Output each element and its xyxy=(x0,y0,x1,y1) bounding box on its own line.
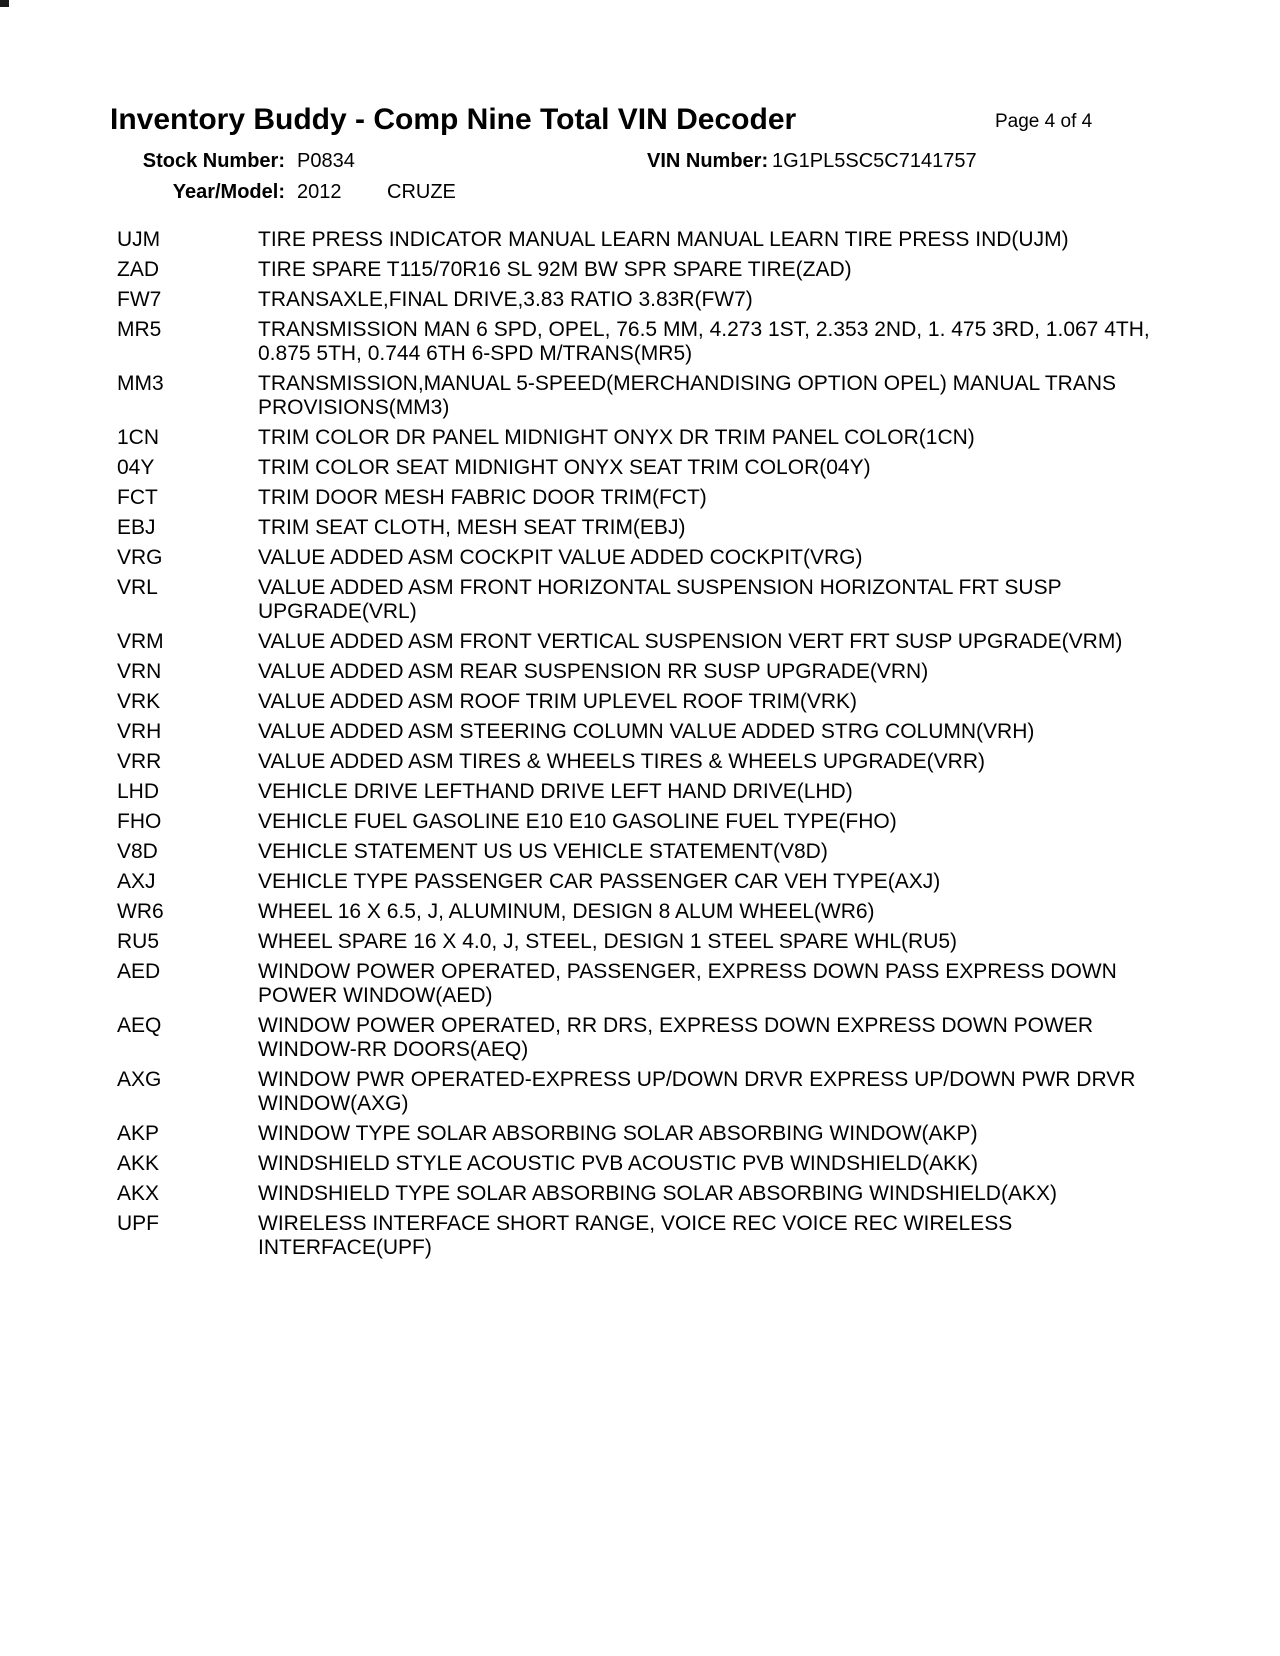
option-code: AEQ xyxy=(117,1014,162,1037)
option-description: WINDOW PWR OPERATED-EXPRESS UP/DOWN DRVR EXPRESS UP/DOWN PWR DRVR WINDOW(AXG) xyxy=(258,1068,1136,1115)
option-code: RU5 xyxy=(117,930,160,953)
model-value: CRUZE xyxy=(387,181,456,203)
option-row xyxy=(117,750,1163,774)
option-description: TRIM COLOR SEAT MIDNIGHT ONYX SEAT TRIM COLOR(04Y) xyxy=(258,456,871,479)
option-row xyxy=(117,870,1163,894)
option-code: VRN xyxy=(117,660,162,683)
vin-number-value: 1G1PL5SC5C7141757 xyxy=(772,150,977,172)
option-row xyxy=(117,720,1163,744)
option-row xyxy=(117,1068,1163,1116)
option-code: 04Y xyxy=(117,456,155,479)
option-row xyxy=(117,228,1163,252)
option-code: VRG xyxy=(117,546,163,569)
option-row xyxy=(117,690,1163,714)
option-code: VRH xyxy=(117,720,162,743)
option-row xyxy=(117,576,1163,624)
option-code: AKX xyxy=(117,1182,160,1205)
option-description: TRANSAXLE,FINAL DRIVE,3.83 RATIO 3.83R(FW7) xyxy=(258,288,753,311)
option-code: VRK xyxy=(117,690,161,713)
option-description: WINDOW POWER OPERATED, RR DRS, EXPRESS DOWN EXPRESS DOWN POWER WINDOW-RR DOORS(AEQ) xyxy=(258,1014,1094,1061)
year-model-label: Year/Model: xyxy=(172,181,285,203)
option-row xyxy=(117,516,1163,540)
option-row xyxy=(117,372,1163,420)
option-description: TIRE PRESS INDICATOR MANUAL LEARN MANUAL LEARN TIRE PRESS IND(UJM) xyxy=(258,228,1069,251)
option-description: VALUE ADDED ASM REAR SUSPENSION RR SUSP UPGRADE(VRN) xyxy=(258,660,929,683)
option-description: TRANSMISSION MAN 6 SPD, OPEL, 76.5 MM, 4.273 1ST, 2.353 2ND, 1. 475 3RD, 1.067 4TH, 0.875 5TH, 0.744 6TH 6-SPD M/TRANS(MR5) xyxy=(258,318,1150,365)
option-description: VALUE ADDED ASM COCKPIT VALUE ADDED COCKPIT(VRG) xyxy=(258,546,863,569)
option-description: TRIM COLOR DR PANEL MIDNIGHT ONYX DR TRIM PANEL COLOR(1CN) xyxy=(258,426,975,449)
option-description: VALUE ADDED ASM STEERING COLUMN VALUE ADDED STRG COLUMN(VRH) xyxy=(258,720,1035,743)
option-code: LHD xyxy=(117,780,160,803)
option-code: 1CN xyxy=(117,426,160,449)
option-description: WIRELESS INTERFACE SHORT RANGE, VOICE REC VOICE REC WIRELESS INTERFACE(UPF) xyxy=(258,1212,1013,1259)
option-code: VRR xyxy=(117,750,162,773)
options-list xyxy=(117,228,1163,1266)
option-code: FCT xyxy=(117,486,158,509)
option-description: VALUE ADDED ASM ROOF TRIM UPLEVEL ROOF TRIM(VRK) xyxy=(258,690,857,713)
option-description: WINDOW TYPE SOLAR ABSORBING SOLAR ABSORBING WINDOW(AKP) xyxy=(258,1122,978,1145)
stock-number-label: Stock Number: xyxy=(142,150,285,172)
option-code: VRL xyxy=(117,576,158,599)
option-code: MM3 xyxy=(117,372,164,395)
option-code: EBJ xyxy=(117,516,156,539)
option-description: VEHICLE FUEL GASOLINE E10 E10 GASOLINE FUEL TYPE(FHO) xyxy=(258,810,897,833)
option-code: VRM xyxy=(117,630,164,653)
option-code: AKP xyxy=(117,1122,160,1145)
option-code: ZAD xyxy=(117,258,159,281)
option-code: UJM xyxy=(117,228,161,251)
option-description: WINDOW POWER OPERATED, PASSENGER, EXPRESS DOWN PASS EXPRESS DOWN POWER WINDOW(AED) xyxy=(258,960,1117,1007)
option-code: V8D xyxy=(117,840,158,863)
option-code: AXG xyxy=(117,1068,162,1091)
option-row xyxy=(117,630,1163,654)
option-code: MR5 xyxy=(117,318,162,341)
option-row xyxy=(117,810,1163,834)
option-description: TIRE SPARE T115/70R16 SL 92M BW SPR SPARE TIRE(ZAD) xyxy=(258,258,852,281)
option-description: WINDSHIELD TYPE SOLAR ABSORBING SOLAR ABSORBING WINDSHIELD(AKX) xyxy=(258,1182,1057,1205)
option-description: VALUE ADDED ASM TIRES & WHEELS TIRES & WHEELS UPGRADE(VRR) xyxy=(258,750,986,773)
vin-number-label: VIN Number: xyxy=(647,150,769,172)
option-row xyxy=(117,456,1163,480)
scan-artifact-mark xyxy=(0,0,9,7)
option-row xyxy=(117,318,1163,366)
option-description: TRIM DOOR MESH FABRIC DOOR TRIM(FCT) xyxy=(258,486,707,509)
option-row xyxy=(117,1212,1163,1260)
option-row xyxy=(117,1014,1163,1062)
page-title: Inventory Buddy - Comp Nine Total VIN Decoder xyxy=(110,103,797,136)
option-code: WR6 xyxy=(117,900,164,923)
option-description: VEHICLE DRIVE LEFTHAND DRIVE LEFT HAND DRIVE(LHD) xyxy=(258,780,853,803)
option-row xyxy=(117,1152,1163,1176)
option-description: TRANSMISSION,MANUAL 5-SPEED(MERCHANDISING OPTION OPEL) MANUAL TRANS PROVISIONS(MM3) xyxy=(258,372,1117,419)
year-value: 2012 xyxy=(297,181,342,203)
option-description: VEHICLE STATEMENT US US VEHICLE STATEMENT(V8D) xyxy=(258,840,828,863)
stock-number-value: P0834 xyxy=(297,150,355,172)
option-row xyxy=(117,258,1163,282)
option-description: VALUE ADDED ASM FRONT VERTICAL SUSPENSION VERT FRT SUSP UPGRADE(VRM) xyxy=(258,630,1123,653)
option-row xyxy=(117,288,1163,312)
option-row xyxy=(117,426,1163,450)
option-row xyxy=(117,930,1163,954)
option-row xyxy=(117,780,1163,804)
option-description: WHEEL 16 X 6.5, J, ALUMINUM, DESIGN 8 ALUM WHEEL(WR6) xyxy=(258,900,875,923)
option-description: VEHICLE TYPE PASSENGER CAR PASSENGER CAR VEH TYPE(AXJ) xyxy=(258,870,941,893)
option-row xyxy=(117,546,1163,570)
option-description: WINDSHIELD STYLE ACOUSTIC PVB ACOUSTIC PVB WINDSHIELD(AKK) xyxy=(258,1152,978,1175)
option-row xyxy=(117,486,1163,510)
option-code: AKK xyxy=(117,1152,160,1175)
option-code: FW7 xyxy=(117,288,162,311)
option-row xyxy=(117,960,1163,1008)
page-indicator: Page 4 of 4 xyxy=(995,111,1093,132)
option-code: UPF xyxy=(117,1212,159,1235)
option-code: AED xyxy=(117,960,161,983)
option-row xyxy=(117,1182,1163,1206)
option-row xyxy=(117,1122,1163,1146)
option-description: TRIM SEAT CLOTH, MESH SEAT TRIM(EBJ) xyxy=(258,516,686,539)
option-description: WHEEL SPARE 16 X 4.0, J, STEEL, DESIGN 1 STEEL SPARE WHL(RU5) xyxy=(258,930,958,953)
option-code: FHO xyxy=(117,810,162,833)
option-row xyxy=(117,660,1163,684)
option-code: AXJ xyxy=(117,870,156,893)
option-row xyxy=(117,840,1163,864)
option-row xyxy=(117,900,1163,924)
option-description: VALUE ADDED ASM FRONT HORIZONTAL SUSPENSION HORIZONTAL FRT SUSP UPGRADE(VRL) xyxy=(258,576,1062,623)
